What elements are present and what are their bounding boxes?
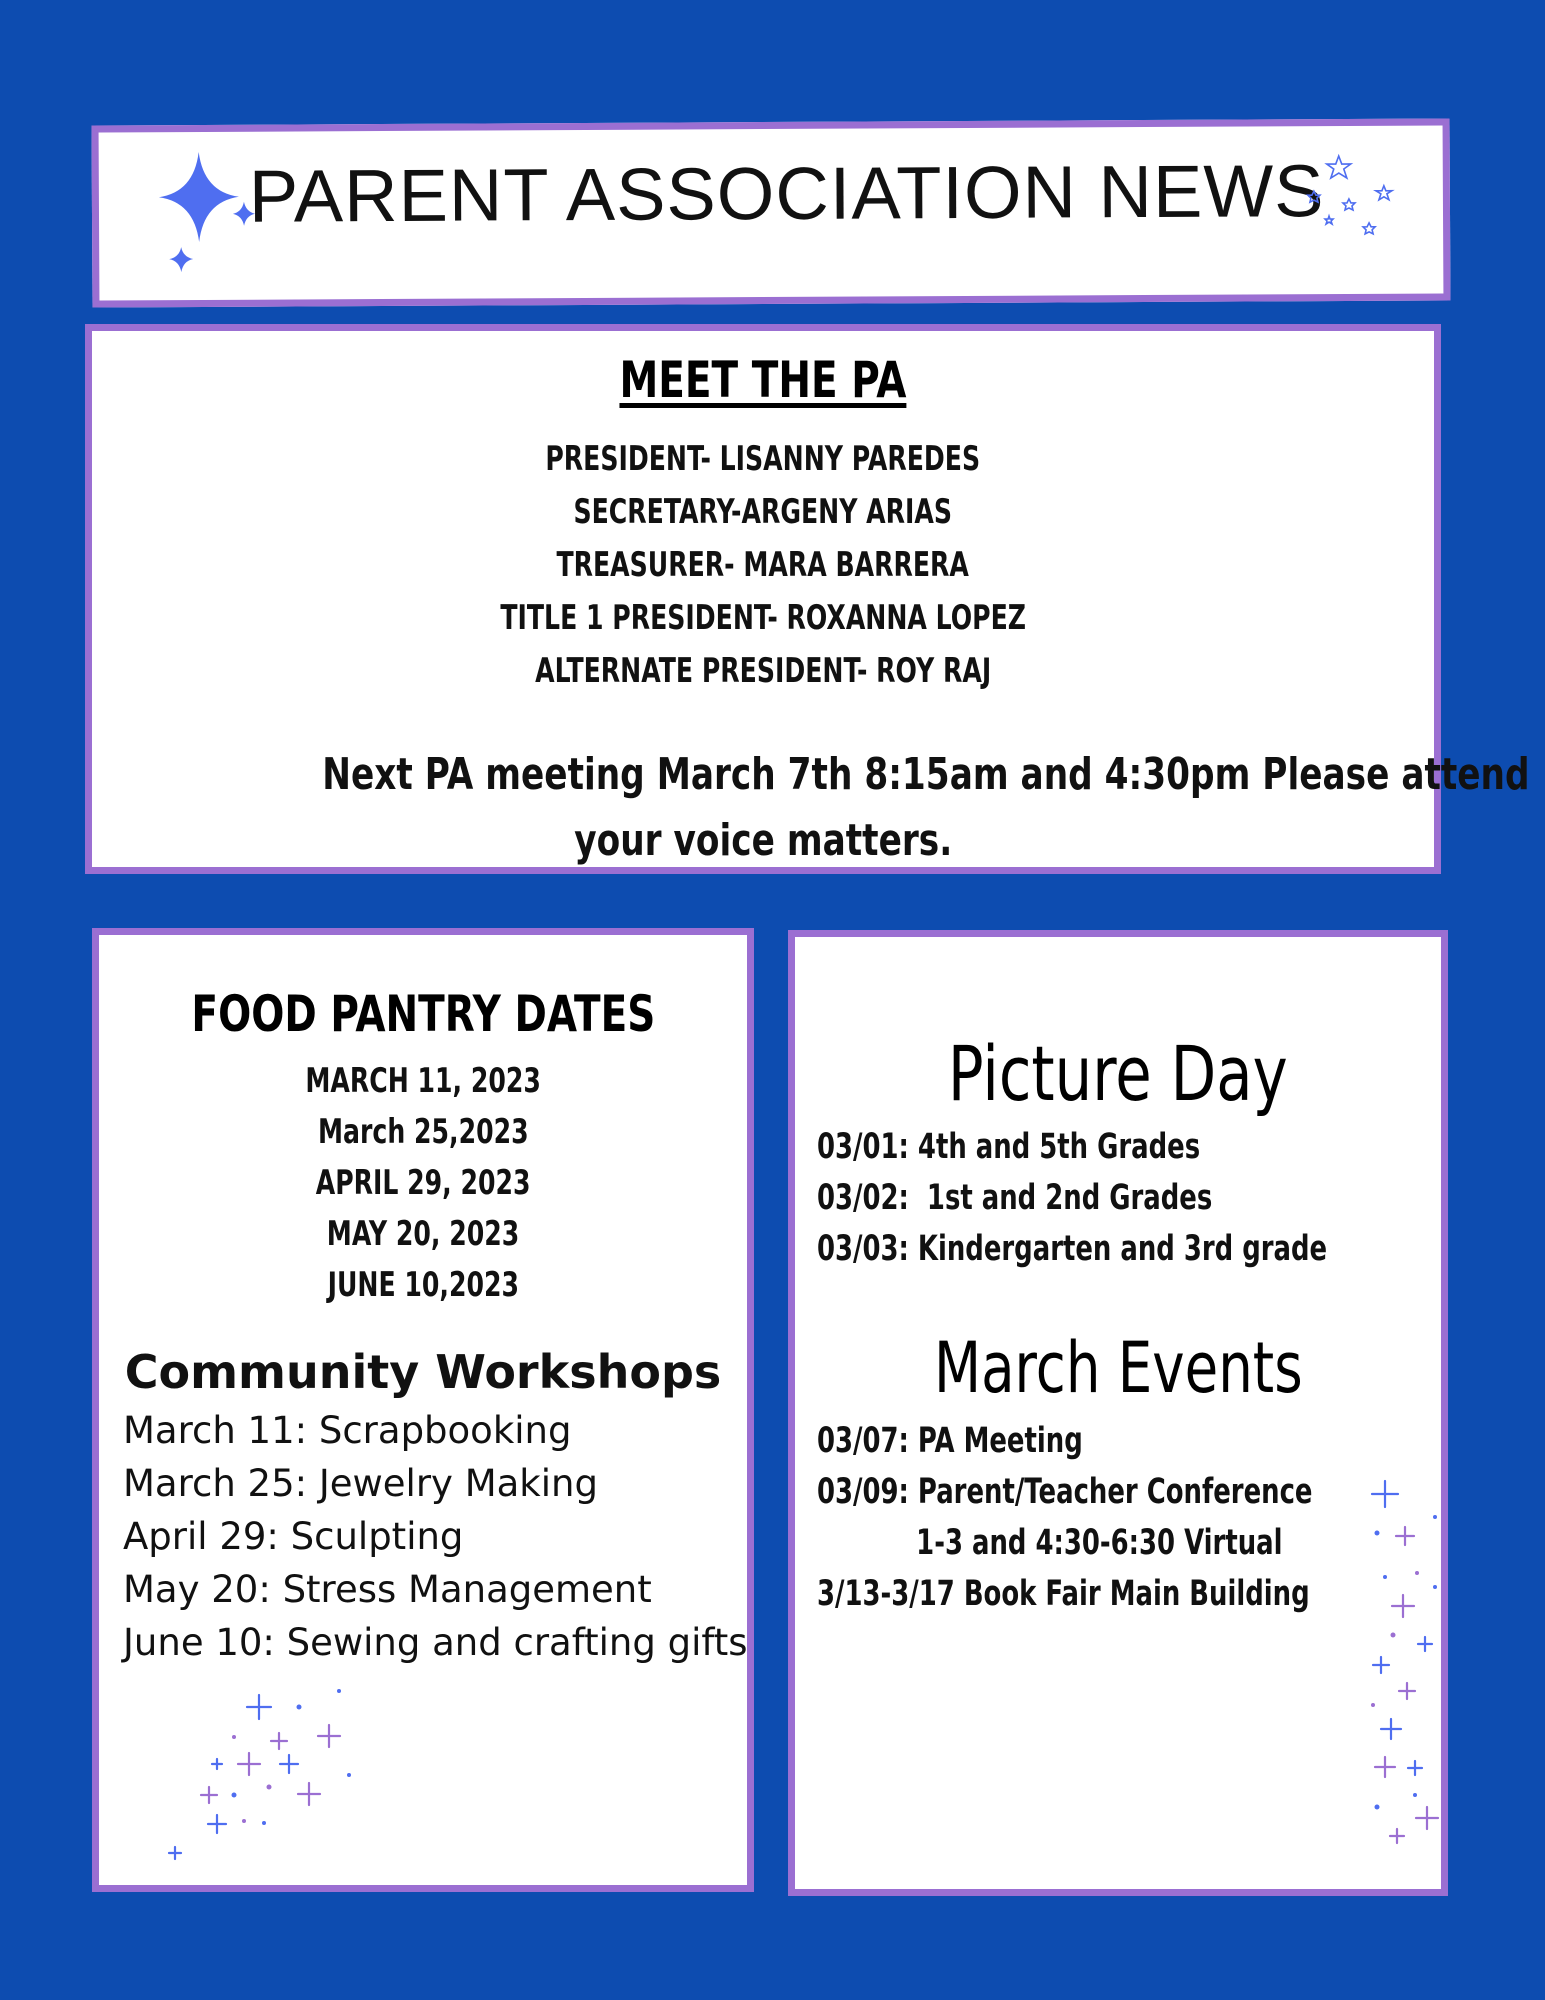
march-events-heading: March Events bbox=[933, 1327, 1303, 1409]
pantry-date: MARCH 11, 2023 bbox=[305, 1061, 541, 1101]
workshops-heading: Community Workshops bbox=[124, 1345, 722, 1399]
page-title: PARENT ASSOCIATION NEWS bbox=[248, 149, 1325, 238]
workshop-list bbox=[123, 1409, 748, 1674]
meet-the-pa-panel bbox=[85, 324, 1530, 874]
pantry-date: March 25,2023 bbox=[317, 1112, 529, 1152]
officer-treasurer: TREASURER- MARA BARRERA bbox=[556, 545, 970, 585]
picture-day-panel bbox=[788, 930, 1448, 1896]
officer-list bbox=[92, 439, 1434, 704]
pantry-date: JUNE 10,2023 bbox=[327, 1265, 519, 1305]
header-panel bbox=[92, 118, 1451, 307]
workshop-item: March 11: Scrapbooking bbox=[123, 1409, 572, 1452]
picture-day-list bbox=[817, 1127, 1506, 1280]
march-event-item: 1-3 and 4:30-6:30 Virtual bbox=[817, 1523, 1283, 1563]
officer-president: PRESIDENT- LISANNY PAREDES bbox=[545, 439, 981, 479]
food-pantry-dates bbox=[99, 1061, 747, 1316]
officer-alternate-president: ALTERNATE PRESIDENT- ROY RAJ bbox=[534, 651, 992, 691]
pantry-date: MAY 20, 2023 bbox=[326, 1214, 520, 1254]
notice-line-2: your voice matters. bbox=[574, 815, 952, 866]
food-pantry-heading: FOOD PANTRY DATES bbox=[191, 985, 655, 1043]
notice-line-1: Next PA meeting March 7th 8:15am and 4:30pm Please attend bbox=[322, 749, 1530, 800]
workshop-item: April 29: Sculpting bbox=[123, 1515, 464, 1558]
pantry-date: APRIL 29, 2023 bbox=[315, 1163, 531, 1203]
star-outline-icon bbox=[1299, 151, 1410, 252]
workshop-item: June 10: Sewing and crafting gifts bbox=[123, 1621, 748, 1664]
march-event-item: 3/13-3/17 Book Fair Main Building bbox=[817, 1574, 1310, 1614]
picture-day-item: 03/03: Kindergarten and 3rd grade bbox=[817, 1229, 1328, 1269]
meeting-notice bbox=[152, 749, 1530, 881]
sparkle-icon bbox=[139, 1675, 359, 1865]
picture-day-item: 03/01: 4th and 5th Grades bbox=[817, 1127, 1201, 1167]
march-event-item: 03/07: PA Meeting bbox=[817, 1421, 1083, 1461]
workshop-item: May 20: Stress Management bbox=[123, 1568, 652, 1611]
picture-day-item: 03/02: 1st and 2nd Grades bbox=[817, 1178, 1213, 1218]
workshop-item: March 25: Jewelry Making bbox=[123, 1462, 598, 1505]
food-pantry-panel bbox=[92, 928, 754, 1892]
officer-title1-president: TITLE 1 PRESIDENT- ROXANNA LOPEZ bbox=[500, 598, 1026, 638]
picture-day-heading: Picture Day bbox=[948, 1029, 1288, 1118]
officer-secretary: SECRETARY-ARGENY ARIAS bbox=[573, 492, 953, 532]
sparkle-icon bbox=[1355, 1477, 1445, 1847]
march-event-item: 03/09: Parent/Teacher Conference bbox=[817, 1472, 1313, 1512]
meet-heading: MEET THE PA bbox=[619, 351, 907, 409]
